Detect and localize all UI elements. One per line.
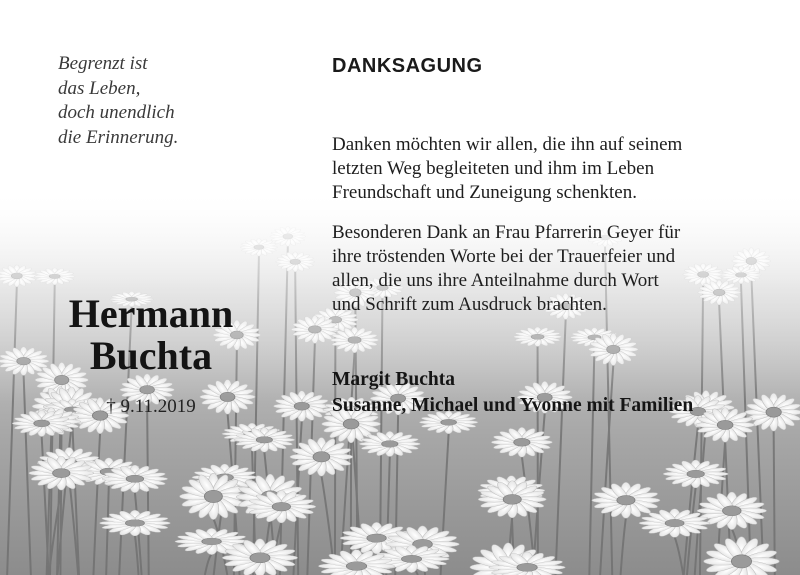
paragraph-line: Danken möchten wir allen, die ihn auf seinem xyxy=(332,134,683,155)
paragraph-line: Freundschaft und Zuneigung schenkten. xyxy=(332,182,637,203)
motto-line: doch unendlich xyxy=(58,102,175,123)
paragraph-line: letzten Weg begleiteten und ihm im Leben xyxy=(332,158,655,179)
death-date: † 9.11.2019 xyxy=(106,396,196,417)
signature-line: Margit Buchta xyxy=(332,369,455,390)
paragraph-line: allen, die uns ihre Anteilnahme durch Wort xyxy=(332,270,659,291)
paragraph-line: ihre tröstenden Worte bei der Trauerfeier und xyxy=(332,246,676,267)
motto-line: die Erinnerung. xyxy=(58,126,179,148)
notice-heading: DANKSAGUNG xyxy=(332,55,483,77)
motto-line: Begrenzt ist xyxy=(58,53,148,74)
signature-line: Susanne, Michael und Yvonne mit Familien xyxy=(332,395,694,416)
thanks-paragraph xyxy=(332,133,772,205)
paragraph-line: Besonderen Dank an Frau Pfarrerin Geyer für xyxy=(332,222,681,243)
motto-line: das Leben, xyxy=(58,77,141,99)
motto-quote xyxy=(58,52,258,150)
deceased-name xyxy=(40,293,262,377)
paragraph-line: und Schrift zum Ausdruck brachten. xyxy=(332,294,607,315)
deceased-first-name: Hermann xyxy=(68,291,234,336)
deceased-last-name: Buchta xyxy=(89,333,213,378)
special-thanks-paragraph xyxy=(332,221,772,317)
signatures xyxy=(332,367,693,419)
